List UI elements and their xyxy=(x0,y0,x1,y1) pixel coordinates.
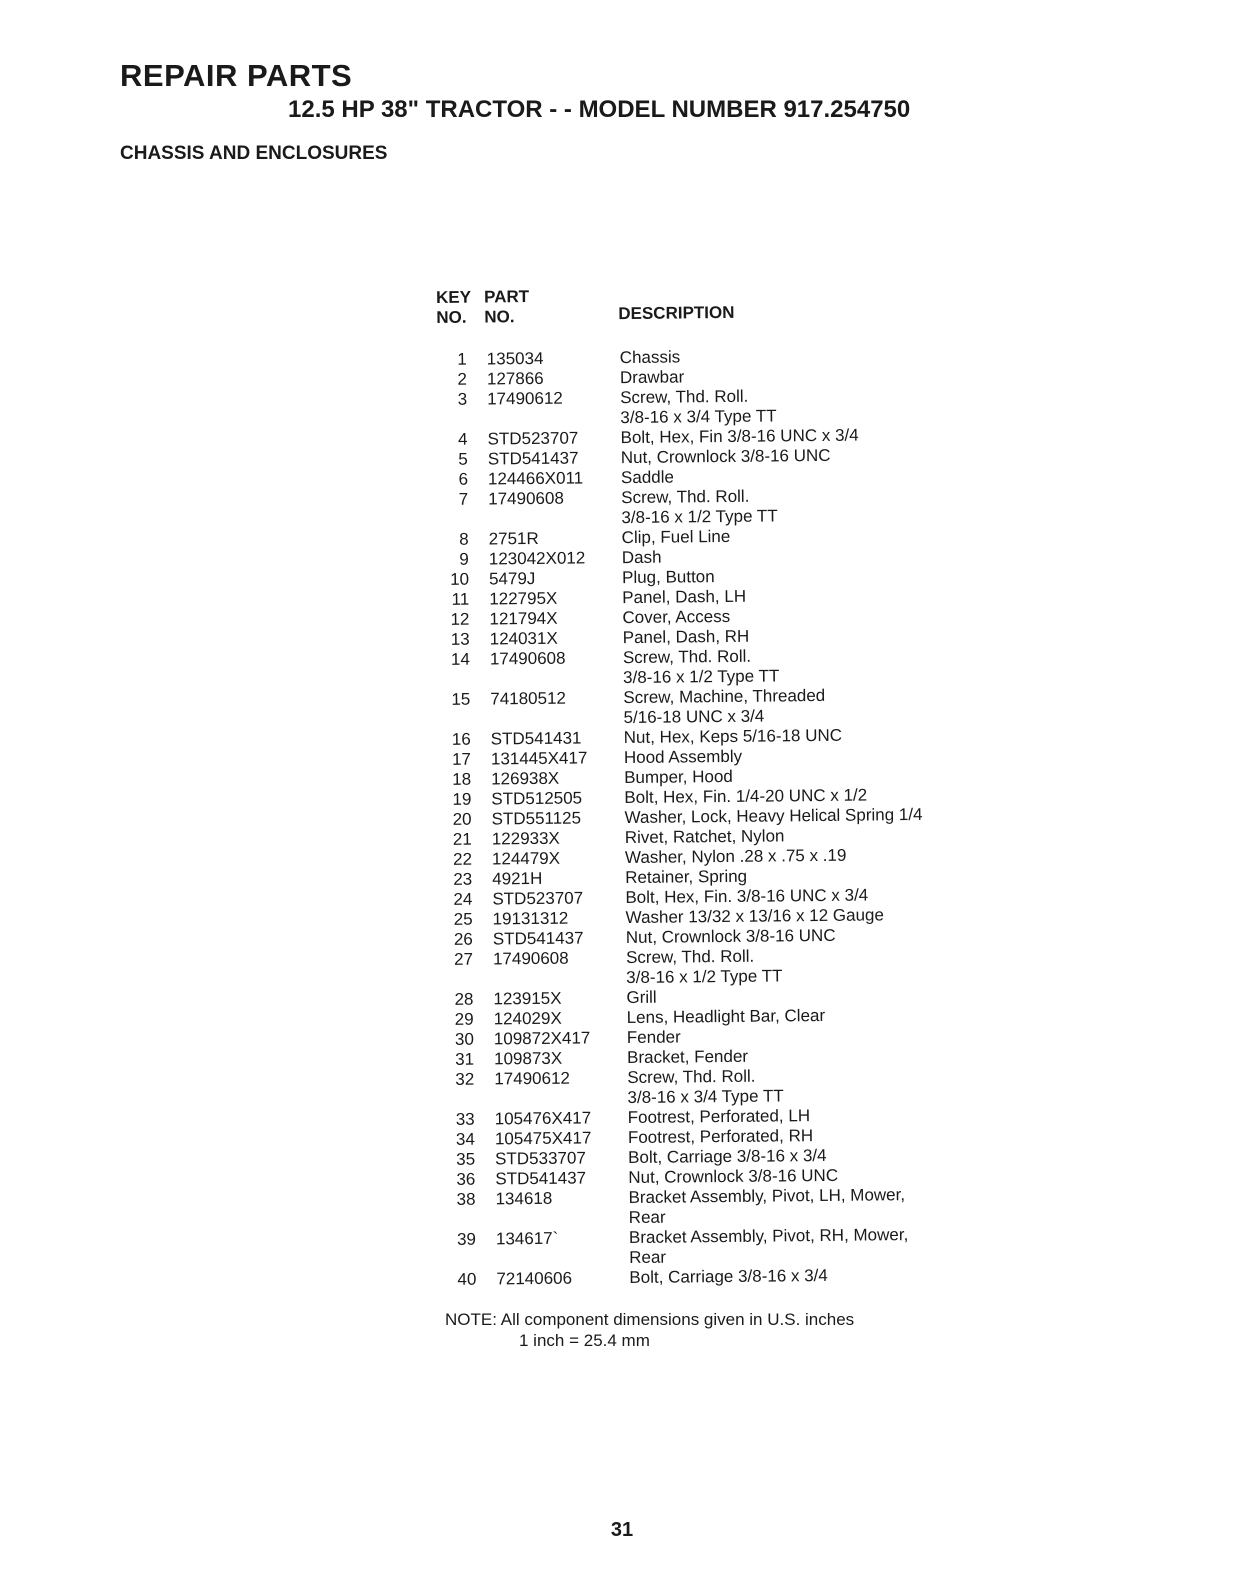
header-key-no-label: NO. xyxy=(436,307,467,327)
part-description: Washer, Lock, Heavy Helical Spring 1/4 xyxy=(624,804,923,828)
table-row xyxy=(444,1065,925,1110)
part-description: Footrest, Perforated, LH xyxy=(627,1106,811,1128)
key-number: 15 xyxy=(451,689,471,709)
part-number: 17490612 xyxy=(494,1068,571,1089)
part-number: STD541437 xyxy=(492,928,584,949)
part-description: Screw, Thd. Roll. 3/8-16 x 3/4 Type TT xyxy=(620,386,777,428)
key-number: 29 xyxy=(454,1009,474,1029)
key-number: 35 xyxy=(456,1149,476,1169)
table-row xyxy=(446,1225,927,1270)
key-number: 38 xyxy=(456,1189,476,1209)
key-number: 26 xyxy=(453,929,473,949)
part-number: 17490608 xyxy=(488,488,564,509)
key-number: 34 xyxy=(455,1129,476,1149)
key-number: 2 xyxy=(457,369,468,389)
key-number: 27 xyxy=(454,949,474,969)
key-number: 13 xyxy=(450,629,470,649)
section-heading: CHASSIS AND ENCLOSURES xyxy=(120,143,388,164)
header-part-no-label: NO. xyxy=(484,307,515,327)
part-number: 105476X417 xyxy=(494,1108,592,1129)
part-description: Footrest, Perforated, RH xyxy=(627,1126,814,1148)
key-number: 6 xyxy=(458,469,469,489)
table-row xyxy=(440,645,921,690)
table-row xyxy=(445,1185,926,1230)
part-description: Screw, Machine, Threaded 5/16-18 UNC x 3/4 xyxy=(623,685,826,728)
key-number: 16 xyxy=(451,729,471,749)
part-number: 17490608 xyxy=(492,948,569,969)
part-description: Plug, Button xyxy=(621,567,715,588)
header-description-label: DESCRIPTION xyxy=(618,302,735,324)
part-number: 124466X011 xyxy=(487,468,584,489)
part-description: Screw, Thd. Roll. 3/8-16 x 1/2 Type TT xyxy=(625,946,783,988)
key-number: 30 xyxy=(454,1029,474,1049)
part-description: Panel, Dash, RH xyxy=(622,626,750,648)
part-description: Bumper, Hood xyxy=(624,766,733,788)
part-number: 124029X xyxy=(493,1008,562,1029)
key-number: 1 xyxy=(457,349,467,369)
part-number: 126938X xyxy=(491,768,560,789)
part-description: Cover, Access xyxy=(622,606,731,628)
part-number: 74180512 xyxy=(490,688,567,709)
part-number: STD512505 xyxy=(491,788,583,809)
part-number: STD541431 xyxy=(490,728,582,749)
key-number: 4 xyxy=(458,429,468,449)
part-description: Nut, Crownlock 3/8-16 UNC xyxy=(628,1165,839,1188)
part-number: 4921H xyxy=(492,868,543,889)
part-number: STD541437 xyxy=(495,1168,587,1189)
part-number: 135034 xyxy=(486,348,544,369)
table-row xyxy=(437,385,918,430)
key-number: 28 xyxy=(454,989,474,1009)
key-number: 24 xyxy=(453,889,473,909)
part-description: Bracket Assembly, Pivot, RH, Mower, Rear xyxy=(628,1225,909,1268)
part-description: Bolt, Carriage 3/8-16 x 3/4 xyxy=(628,1145,827,1168)
key-number: 21 xyxy=(452,829,472,849)
parts-table xyxy=(436,283,927,1290)
part-number: STD541437 xyxy=(487,448,579,469)
part-number: STD551125 xyxy=(491,808,582,829)
table-row xyxy=(438,485,919,530)
part-description: Dash xyxy=(621,547,662,568)
part-description: Bolt, Hex, Fin. 3/8-16 UNC x 3/4 xyxy=(625,885,869,908)
key-number: 20 xyxy=(452,809,472,829)
part-number: 121794X xyxy=(489,608,558,629)
part-number: 124479X xyxy=(491,848,561,869)
key-number: 17 xyxy=(451,749,472,769)
key-number: 3 xyxy=(457,389,468,409)
part-number: 131445X417 xyxy=(490,748,588,769)
part-number: STD533707 xyxy=(495,1148,586,1169)
part-description: Rivet, Ratchet, Nylon xyxy=(624,826,785,848)
key-number: 33 xyxy=(455,1109,475,1129)
key-number: 12 xyxy=(450,609,470,629)
part-description: Washer, Nylon .28 x .75 x .19 xyxy=(624,845,847,868)
part-description: Hood Assembly xyxy=(623,746,743,768)
page-title: REPAIR PARTS xyxy=(120,58,353,93)
part-description: Retainer, Spring xyxy=(625,866,748,888)
key-number: 32 xyxy=(455,1069,475,1089)
part-description: Bolt, Carriage 3/8-16 x 3/4 xyxy=(629,1265,828,1288)
note-line1: All component dimensions given in U.S. inches xyxy=(500,1310,855,1329)
part-description: Grill xyxy=(626,987,657,1008)
key-number: 19 xyxy=(452,789,472,809)
table-row xyxy=(443,945,924,990)
table-row xyxy=(446,1265,927,1290)
header-key-label: KEY xyxy=(436,287,472,307)
part-description: Bolt, Hex, Fin. 1/4-20 UNC x 1/2 xyxy=(624,785,868,808)
key-number: 39 xyxy=(456,1229,477,1249)
page-number: 31 xyxy=(610,1519,634,1541)
key-number: 36 xyxy=(456,1169,476,1189)
key-number: 9 xyxy=(459,549,469,569)
part-number: 105475X417 xyxy=(494,1128,592,1149)
part-description: Bolt, Hex, Fin 3/8-16 UNC x 3/4 xyxy=(620,425,859,448)
key-number: 14 xyxy=(450,649,470,669)
part-number: 124031X xyxy=(489,628,558,649)
part-number: 134617` xyxy=(495,1228,559,1249)
part-number: 17490612 xyxy=(487,388,563,409)
part-number: 123915X xyxy=(493,988,562,1009)
parts-rows xyxy=(437,345,928,1290)
part-number: STD523707 xyxy=(492,888,584,909)
part-description: Screw, Thd. Roll. 3/8-16 x 1/2 Type TT xyxy=(622,646,780,688)
key-number: 25 xyxy=(453,909,473,929)
part-number: STD523707 xyxy=(487,428,579,449)
part-number: 123042X012 xyxy=(488,548,586,569)
part-number: 122795X xyxy=(489,588,558,609)
part-number: 5479J xyxy=(488,568,536,589)
part-number: 17490608 xyxy=(489,648,566,669)
part-number: 122933X xyxy=(491,828,560,849)
model-subtitle: 12.5 HP 38" TRACTOR - - MODEL NUMBER 917.254750 xyxy=(288,96,911,123)
part-number: 109873X xyxy=(493,1048,563,1069)
part-description: Screw, Thd. Roll. 3/8-16 x 3/4 Type TT xyxy=(627,1066,784,1108)
part-description: Nut, Crownlock 3/8-16 UNC xyxy=(620,445,831,468)
part-number: 72140606 xyxy=(496,1268,573,1289)
part-description: Clip, Fuel Line xyxy=(621,526,731,548)
note-label: NOTE: xyxy=(445,1310,497,1329)
part-description: Screw, Thd. Roll. 3/8-16 x 1/2 Type TT xyxy=(621,486,778,528)
key-number: 23 xyxy=(453,869,473,889)
part-number: 127866 xyxy=(486,368,544,389)
part-description: Nut, Hex, Keps 5/16-18 UNC xyxy=(623,725,843,748)
part-description: Drawbar xyxy=(619,367,685,388)
key-number: 40 xyxy=(457,1269,477,1289)
part-description: Fender xyxy=(626,1027,681,1048)
part-description: Bracket, Fender xyxy=(626,1046,749,1068)
key-number: 22 xyxy=(452,849,473,869)
key-number: 11 xyxy=(451,589,470,609)
part-number: 2751R xyxy=(488,528,539,549)
note-line2: 1 inch = 25.4 mm xyxy=(519,1331,650,1350)
table-row xyxy=(440,685,921,730)
part-number: 109872X417 xyxy=(493,1028,591,1049)
key-number: 10 xyxy=(450,569,470,589)
part-description: Chassis xyxy=(619,347,681,368)
key-number: 5 xyxy=(458,449,468,469)
dimension-note xyxy=(445,1309,854,1351)
part-description: Nut, Crownlock 3/8-16 UNC xyxy=(625,925,836,948)
key-number: 18 xyxy=(452,769,472,789)
key-number: 7 xyxy=(458,489,469,509)
part-number: 134618 xyxy=(495,1188,553,1209)
key-number: 8 xyxy=(459,529,469,549)
part-description: Panel, Dash, LH xyxy=(622,586,747,608)
part-description: Bracket Assembly, Pivot, LH, Mower, Rear xyxy=(628,1185,906,1228)
key-number: 31 xyxy=(455,1049,475,1069)
part-description: Lens, Headlight Bar, Clear xyxy=(626,1005,826,1028)
part-number: 19131312 xyxy=(492,908,569,929)
header-part-label: PART xyxy=(483,287,530,307)
part-description: Washer 13/32 x 13/16 x 12 Gauge xyxy=(625,905,885,928)
part-description: Saddle xyxy=(620,467,675,488)
table-header xyxy=(436,283,918,350)
